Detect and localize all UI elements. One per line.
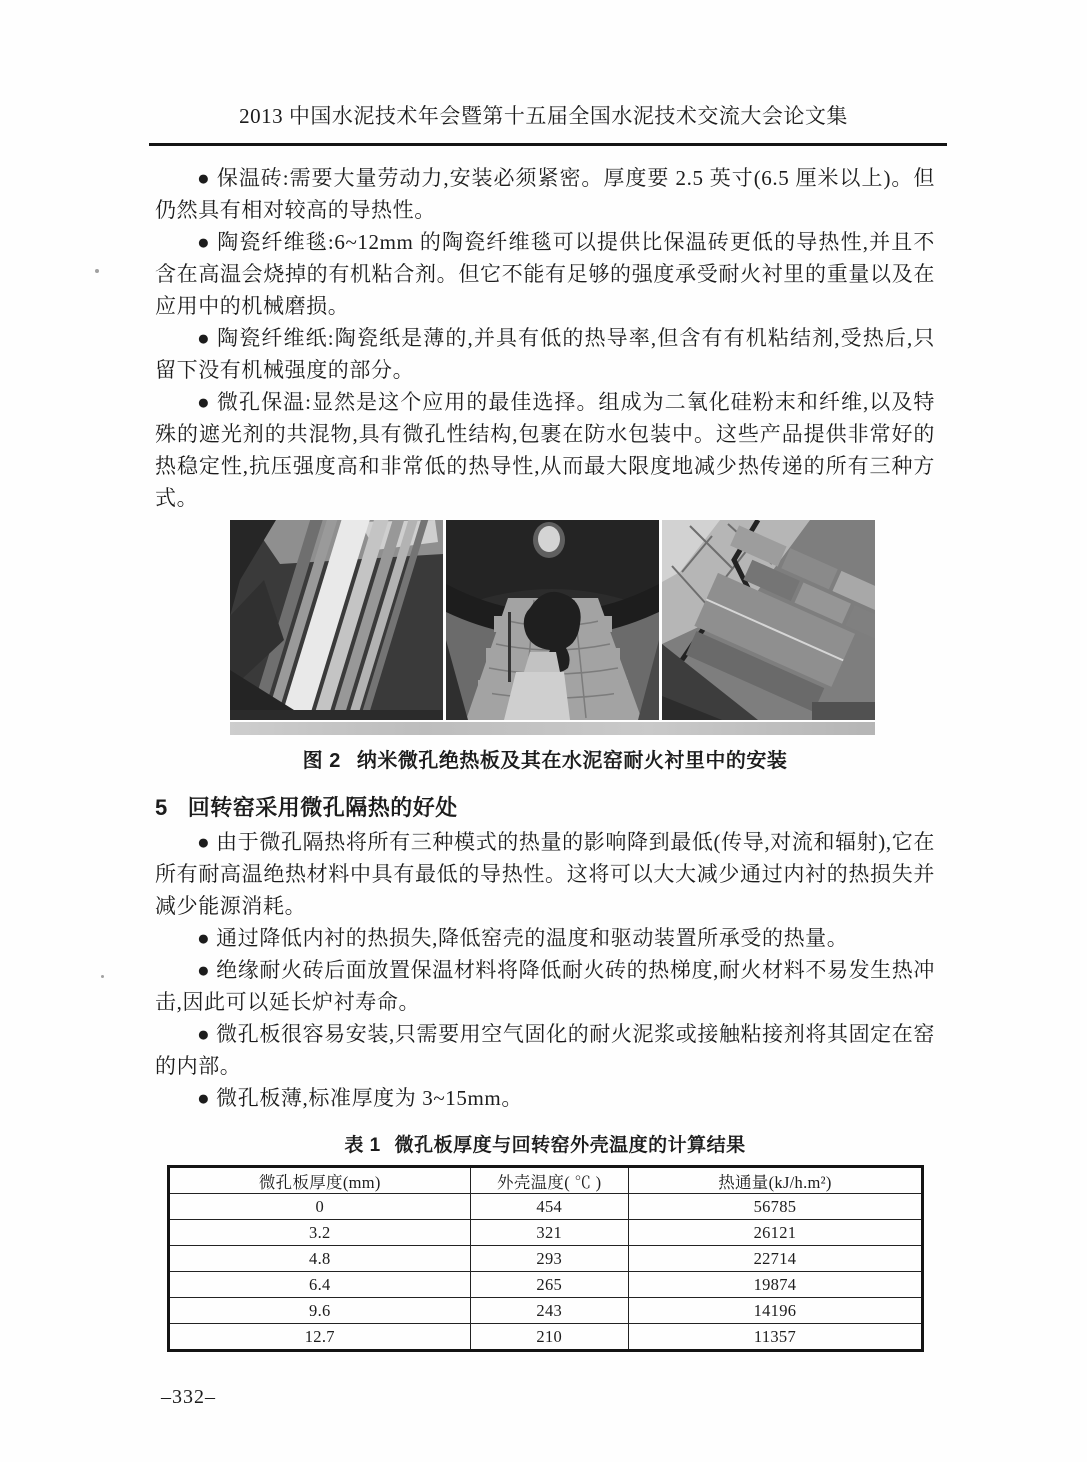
table-cell: 19874: [628, 1272, 922, 1298]
table-cell: 6.4: [169, 1272, 471, 1298]
table-row: [169, 1194, 923, 1220]
table-cell: 0: [169, 1194, 471, 1220]
photo-kiln-installation: [446, 520, 659, 720]
table-cell: 210: [470, 1324, 628, 1351]
table-cell: 11357: [628, 1324, 922, 1351]
figure-label: 图 2: [302, 750, 341, 772]
table-row: [169, 1272, 923, 1298]
benefit-thin-board: ● 微孔板薄,标准厚度为 3~15mm。: [197, 1086, 523, 1110]
results-table: [167, 1165, 924, 1352]
table-label: 表 1: [344, 1135, 381, 1156]
table-cell: 56785: [628, 1194, 922, 1220]
benefit-thermal-gradient: ● 绝缘耐火砖后面放置保温材料将降低耐火砖的热梯度,耐火材料不易发生热冲击,因此可以延长炉衬寿命。: [155, 958, 935, 1014]
photo-microporous-boards: [230, 520, 443, 720]
col-header-shell-temp: 外壳温度( ℃ ): [470, 1167, 628, 1194]
col-header-thickness: 微孔板厚度(mm): [169, 1167, 471, 1194]
page-content: [155, 162, 935, 1409]
paragraph-ceramic-fiber-blanket: ● 陶瓷纤维毯:6~12mm 的陶瓷纤维毯可以提供比保温砖更低的导热性,并且不含在高温会烧掉的有机粘合剂。但它不能有足够的强度承受耐火衬里的重量以及在应用中的机械磨损。: [155, 230, 935, 318]
table-cell: 293: [470, 1246, 628, 1272]
figure-caption-text: 纳米微孔绝热板及其在水泥窑耐火衬里中的安装: [356, 750, 788, 772]
table-title: [155, 1130, 935, 1157]
table-cell: 265: [470, 1272, 628, 1298]
col-header-heat-flux: 热通量(kJ/h.m²): [628, 1167, 922, 1194]
header-rule: [149, 143, 947, 146]
table-cell: 3.2: [169, 1220, 471, 1246]
table-cell: 22714: [628, 1246, 922, 1272]
table-cell: 243: [470, 1298, 628, 1324]
table-row: [169, 1324, 923, 1351]
table-cell: 9.6: [169, 1298, 471, 1324]
table-row: [169, 1246, 923, 1272]
photo-brick-lining: [662, 520, 875, 720]
section-heading: [155, 791, 935, 822]
table-cell: 4.8: [169, 1246, 471, 1272]
table-cell: 454: [470, 1194, 628, 1220]
table-cell: 26121: [628, 1220, 922, 1246]
figure-bottom-strip: [230, 722, 875, 735]
benefit-shell-temperature: ● 通过降低内衬的热损失,降低窑壳的温度和驱动装置所承受的热量。: [197, 926, 849, 950]
paragraph-microporous-insulation: ● 微孔保温:显然是这个应用的最佳选择。组成为二氧化硅粉末和纤维,以及特殊的遮光剂的共混物,具有微孔性结构,包裹在防水包装中。这些产品提供非常好的热稳定性,抗压强度高和非常低的热导性,从而最大限度地减少热传递的所有三种方式。: [155, 390, 935, 510]
proceedings-title: 2013 中国水泥技术年会暨第十五届全国水泥技术交流大会论文集: [239, 104, 848, 128]
paragraph-ceramic-fiber-paper: ● 陶瓷纤维纸:陶瓷纸是薄的,并具有低的热导率,但含有有机粘结剂,受热后,只留下没有机械强度的部分。: [155, 326, 935, 382]
section-number: 5: [155, 795, 168, 820]
table-cell: 321: [470, 1220, 628, 1246]
benefit-lowest-conductivity: ● 由于微孔隔热将所有三种模式的热量的影响降到最低(传导,对流和辐射),它在所有耐高温绝热材料中具有最低的导热性。这将可以大大减少通过内衬的热损失并减少能源消耗。: [155, 830, 935, 918]
scan-artifact: [95, 269, 99, 273]
figure-photos: [230, 520, 875, 720]
table-row: [169, 1298, 923, 1324]
figure-caption: [155, 744, 935, 773]
scan-artifact: [101, 975, 104, 978]
table-cell: 14196: [628, 1298, 922, 1324]
table-title-text: 微孔板厚度与回转窑外壳温度的计算结果: [394, 1135, 746, 1156]
table-row: [169, 1220, 923, 1246]
page-header: [0, 0, 1087, 146]
benefit-easy-install: ● 微孔板很容易安装,只需要用空气固化的耐火泥浆或接触粘接剂将其固定在窑的内部。: [155, 1022, 935, 1078]
paragraph-insulating-brick: ● 保温砖:需要大量劳动力,安装必须紧密。厚度要 2.5 英寸(6.5 厘米以上)。但仍然具有相对较高的导热性。: [155, 166, 935, 222]
table-header-row: [169, 1167, 923, 1194]
section-title: 回转窑采用微孔隔热的好处: [187, 795, 458, 820]
page-number: –332–: [161, 1386, 216, 1408]
figure-2: [155, 520, 935, 773]
table-cell: 12.7: [169, 1324, 471, 1351]
